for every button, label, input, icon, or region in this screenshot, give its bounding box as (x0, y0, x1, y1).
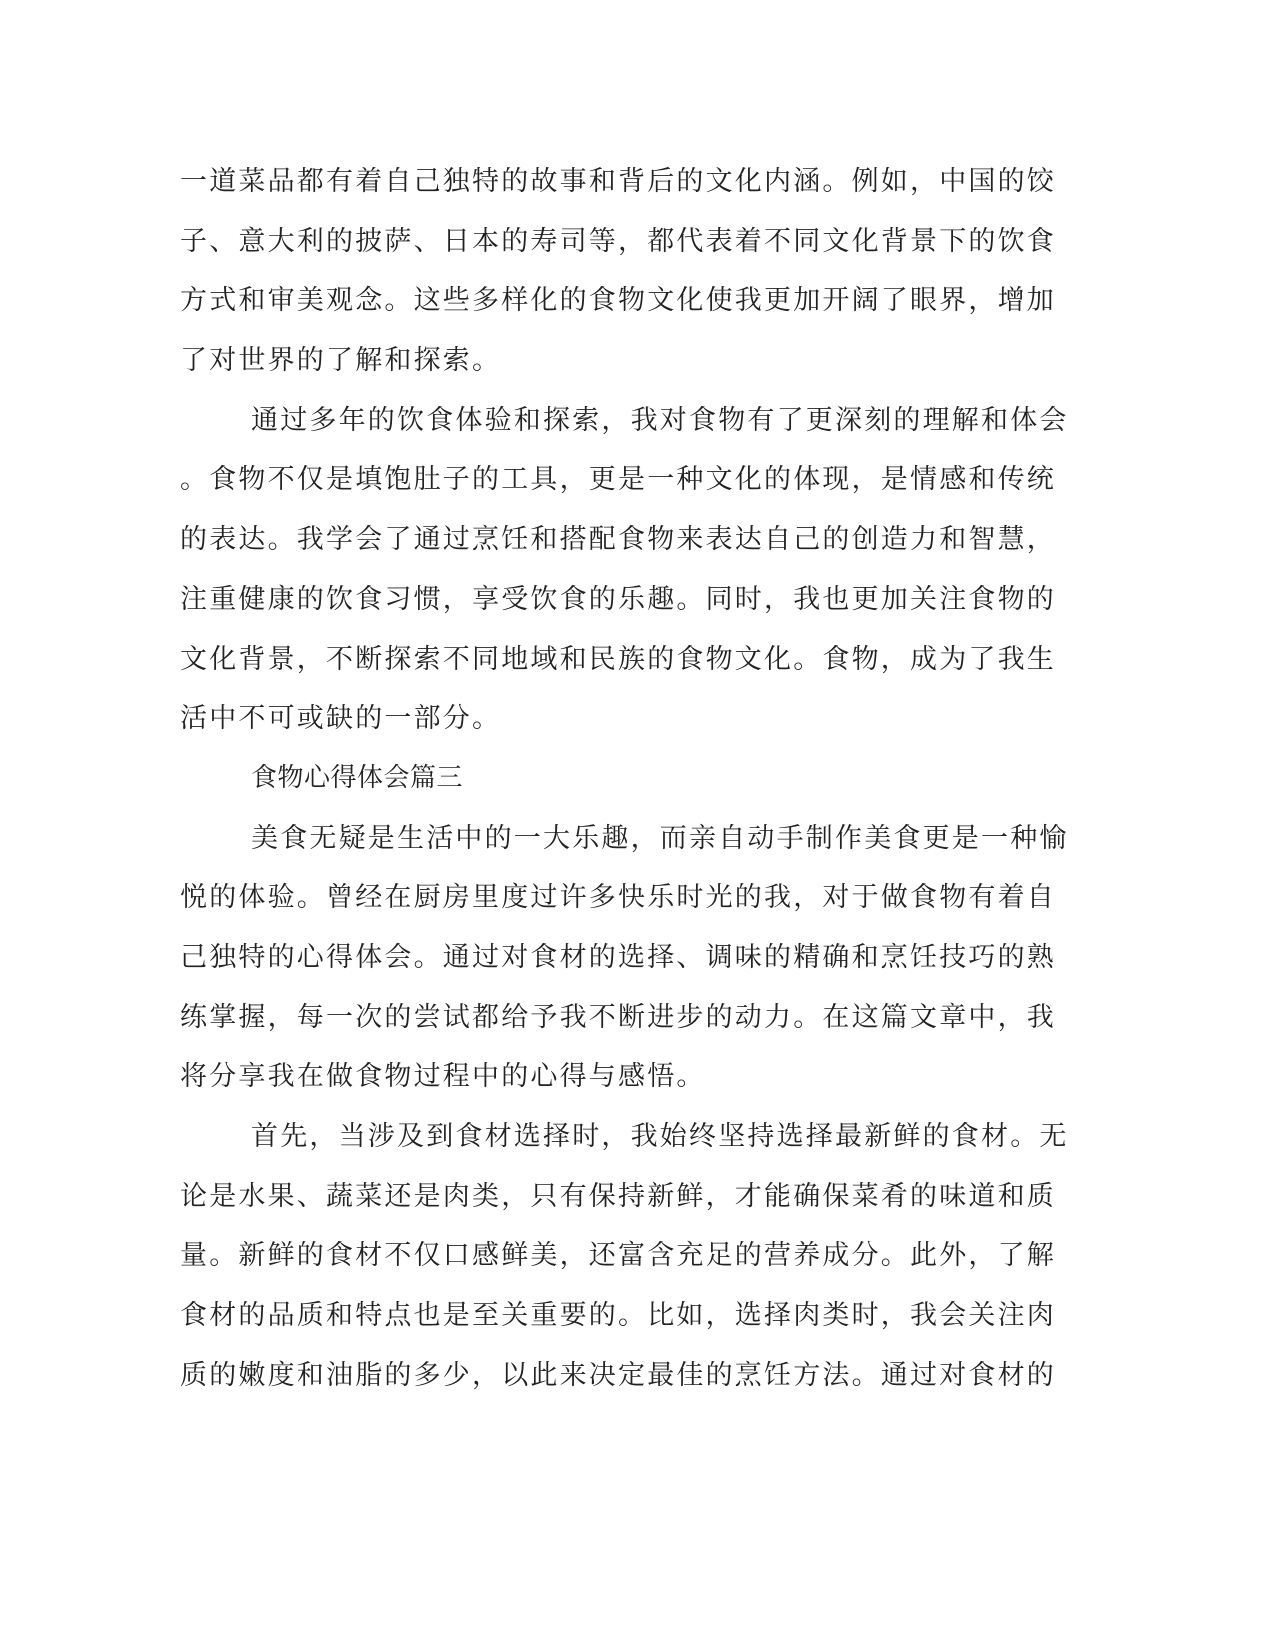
paragraph-start-line: 通过多年的饮食体验和探索，我对食物有了更深刻的理解和体会 (251, 404, 1069, 436)
text-line: 质的嫩度和油脂的多少，以此来决定最佳的烹饪方法。通过对食材的 (180, 1359, 1056, 1391)
text-line: 活中不可或缺的一部分。 (180, 703, 502, 735)
text-line: 论是水果、蔬菜还是肉类，只有保持新鲜，才能确保菜肴的味道和质 (180, 1180, 1056, 1212)
text-line: 量。新鲜的食材不仅口感鲜美，还富含充足的营养成分。此外，了解 (180, 1240, 1056, 1272)
section-heading: 食物心得体会篇三 (251, 762, 464, 793)
text-line: 方式和审美观念。这些多样化的食物文化使我更加开阔了眼界，增加 (180, 285, 1056, 317)
text-line: 的表达。我学会了通过烹饪和搭配食物来表达自己的创造力和智慧， (180, 524, 1056, 556)
text-line: 一道菜品都有着自己独特的故事和背后的文化内涵。例如，中国的饺 (180, 166, 1056, 197)
text-line: 了对世界的了解和探索。 (180, 345, 502, 377)
text-line: 练掌握，每一次的尝试都给予我不断进步的动力。在这篇文章中，我 (180, 1001, 1056, 1033)
text-line: 文化背景，不断探索不同地域和民族的食物文化。食物，成为了我生 (180, 643, 1056, 675)
text-line: 子、意大利的披萨、日本的寿司等，都代表着不同文化背景下的饮食 (180, 225, 1056, 257)
text-line: 悦的体验。曾经在厨房里度过许多快乐时光的我，对于做食物有着自 (180, 882, 1056, 914)
text-line: 己独特的心得体会。通过对食材的选择、调味的精确和烹饪技巧的熟 (180, 941, 1056, 973)
paragraph-start-line: 美食无疑是生活中的一大乐趣，而亲自动手制作美食更是一种愉 (251, 822, 1069, 854)
text-line: 。食物不仅是填饱肚子的工具，更是一种文化的体现，是情感和传统 (180, 464, 1056, 496)
text-line: 注重健康的饮食习惯，享受饮食的乐趣。同时，我也更加关注食物的 (180, 583, 1056, 615)
paragraph-start-line: 首先，当涉及到食材选择时，我始终坚持选择最新鲜的食材。无 (251, 1121, 1069, 1152)
text-line: 食材的品质和特点也是至关重要的。比如，选择肉类时，我会关注肉 (180, 1300, 1056, 1332)
document-body (180, 152, 1069, 1405)
text-line: 将分享我在做食物过程中的心得与感悟。 (180, 1061, 706, 1093)
